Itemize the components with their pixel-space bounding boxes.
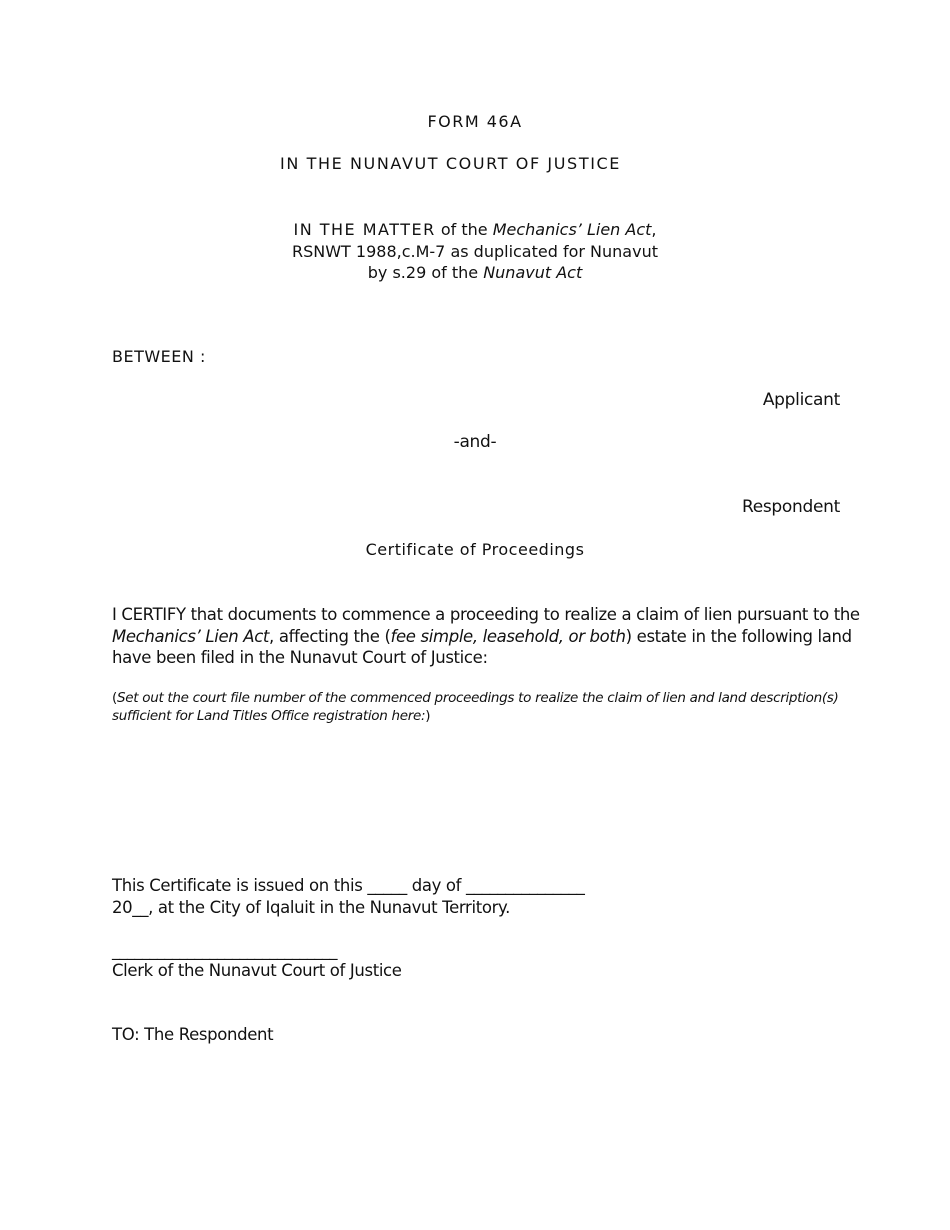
and-separator: -and- bbox=[453, 432, 497, 452]
matter-line-3 bbox=[0, 262, 950, 284]
matter-line-2: RSNWT 1988,c.M-7 as duplicated for Nunavut bbox=[291, 241, 658, 261]
applicant-label: Applicant bbox=[762, 390, 840, 410]
issue-date-block bbox=[112, 875, 585, 918]
matter-comma: , bbox=[651, 220, 657, 239]
certificate-title: Certificate of Proceedings bbox=[365, 540, 585, 559]
matter-line-3-prefix: by s.29 of the bbox=[367, 263, 484, 282]
court-heading: IN THE NUNAVUT COURT OF JUSTICE bbox=[280, 154, 621, 173]
matter-prefix: IN THE MATTER bbox=[293, 220, 436, 239]
body-estate-end: ) estate in the following land bbox=[625, 626, 852, 646]
act-name-mechanics-lien: Mechanics’ Lien Act bbox=[492, 220, 652, 239]
act-name-nunavut: Nunavut Act bbox=[483, 263, 583, 282]
body-estate-options: fee simple, leasehold, or both bbox=[390, 626, 626, 646]
body-affecting: , affecting the ( bbox=[269, 626, 391, 646]
instructions-close-paren: ) bbox=[425, 708, 431, 724]
certification-paragraph bbox=[112, 604, 860, 669]
clerk-signature-label: Clerk of the Nunavut Court of Justice bbox=[112, 961, 402, 980]
style-of-cause bbox=[0, 219, 950, 284]
instructions-line-1 bbox=[112, 689, 842, 707]
instructions-line-2 bbox=[112, 707, 842, 725]
body-line-1: I CERTIFY that documents to commence a proceeding to realize a claim of lien pursuant to the bbox=[112, 605, 860, 624]
form-number: FORM 46A bbox=[427, 112, 523, 131]
instructions-open-paren: ( bbox=[112, 690, 117, 706]
respondent-label: Respondent bbox=[741, 497, 840, 517]
instructions-text-1: Set out the court file number of the commenced proceedings to realize the claim of lien and land description(s) bbox=[116, 690, 839, 706]
body-line-2 bbox=[112, 626, 852, 648]
issue-line-1: This Certificate is issued on this _____ day of _______________ bbox=[112, 876, 585, 895]
matter-of-the: of the bbox=[435, 220, 493, 239]
signature-line: ______________________________ bbox=[112, 941, 337, 960]
instructions-note bbox=[112, 689, 842, 725]
body-line-3: have been filed in the Nunavut Court of Justice: bbox=[112, 648, 488, 667]
issue-line-2: 20__, at the City of Iqaluit in the Nunavut Territory. bbox=[112, 897, 510, 917]
between-label: BETWEEN : bbox=[112, 347, 206, 366]
body-act-name: Mechanics’ Lien Act bbox=[112, 626, 270, 646]
instructions-text-2: sufficient for Land Titles Office registration here: bbox=[112, 708, 426, 724]
matter-line-1 bbox=[0, 219, 950, 241]
recipient-line: TO: The Respondent bbox=[112, 1025, 274, 1044]
